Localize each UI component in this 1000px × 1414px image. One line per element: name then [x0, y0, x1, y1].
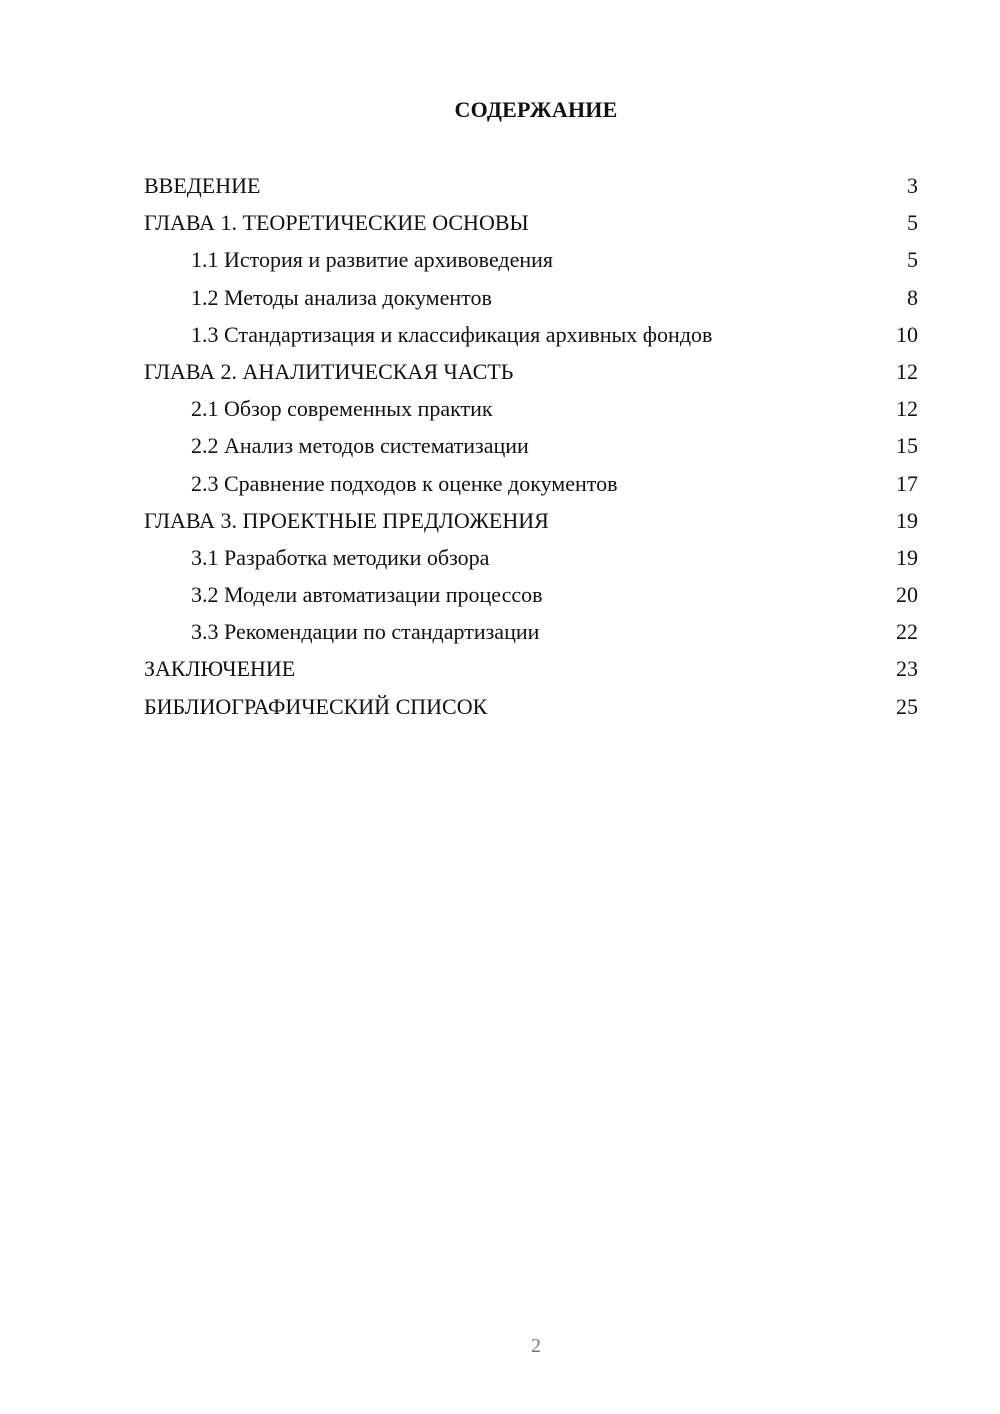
toc-entry-label: ГЛАВА 3. ПРОЕКТНЫЕ ПРЕДЛОЖЕНИЯ: [144, 507, 549, 533]
toc-entry-label: 3.2 Модели автоматизации процессов: [191, 582, 543, 608]
toc-entry-section-3-1: [144, 539, 918, 576]
toc-entry-label: ЗАКЛЮЧЕНИЕ: [144, 656, 296, 682]
toc-entry-label: ГЛАВА 1. ТЕОРЕТИЧЕСКИЕ ОСНОВЫ: [144, 210, 529, 236]
toc-entry-section-1-2: [144, 279, 918, 316]
toc-entry-page: 5: [907, 210, 918, 236]
table-of-contents: [144, 167, 918, 725]
page-title: СОДЕРЖАНИЕ: [454, 97, 618, 122]
toc-entry-section-3-3: [144, 613, 918, 650]
toc-entry-section-1-3: [144, 316, 918, 353]
toc-entry-label: ГЛАВА 2. АНАЛИТИЧЕСКАЯ ЧАСТЬ: [144, 358, 514, 384]
toc-entry-page: 17: [896, 470, 918, 496]
toc-entry-label: 2.1 Обзор современных практик: [191, 396, 493, 422]
toc-entry-bibliography: [144, 688, 918, 725]
toc-entry-page: 15: [896, 433, 918, 459]
toc-entry-label: 2.2 Анализ методов систематизации: [191, 433, 529, 459]
toc-entry-section-2-3: [144, 465, 918, 502]
toc-entry-label: 3.3 Рекомендации по стандартизации: [191, 619, 540, 645]
toc-entry-page: 22: [896, 619, 918, 645]
toc-entry-chapter-3: [144, 502, 918, 539]
toc-entry-label: БИБЛИОГРАФИЧЕСКИЙ СПИСОК: [144, 693, 488, 719]
toc-entry-page: 23: [896, 656, 918, 682]
toc-entry-chapter-2: [144, 353, 918, 390]
toc-entry-introduction: [144, 167, 918, 204]
toc-entry-label: 3.1 Разработка методики обзора: [191, 544, 490, 570]
toc-entry-section-2-2: [144, 427, 918, 464]
page-number: 2: [531, 1335, 541, 1357]
toc-entry-page: 20: [896, 582, 918, 608]
toc-entry-page: 8: [907, 284, 918, 310]
toc-entry-page: 19: [896, 507, 918, 533]
toc-entry-page: 5: [907, 247, 918, 273]
toc-entry-page: 3: [907, 173, 918, 198]
toc-entry-section-2-1: [144, 390, 918, 427]
toc-entry-page: 25: [896, 693, 918, 719]
toc-entry-page: 10: [896, 321, 918, 347]
toc-entry-label: 1.3 Стандартизация и классификация архивных фондов: [191, 321, 713, 347]
toc-entry-chapter-1: [144, 204, 918, 241]
toc-entry-label: 2.3 Сравнение подходов к оценке документов: [191, 470, 618, 496]
toc-entry-page: 12: [896, 358, 918, 384]
toc-entry-page: 19: [896, 544, 918, 570]
toc-entry-label: 1.2 Методы анализа документов: [191, 284, 492, 310]
toc-entry-section-1-1: [144, 241, 918, 278]
toc-entry-section-3-2: [144, 576, 918, 613]
toc-entry-conclusion: [144, 650, 918, 687]
toc-entry-page: 12: [896, 396, 918, 422]
toc-entry-label: 1.1 История и развитие архивоведения: [191, 247, 554, 273]
toc-entry-label: ВВЕДЕНИЕ: [144, 173, 261, 198]
